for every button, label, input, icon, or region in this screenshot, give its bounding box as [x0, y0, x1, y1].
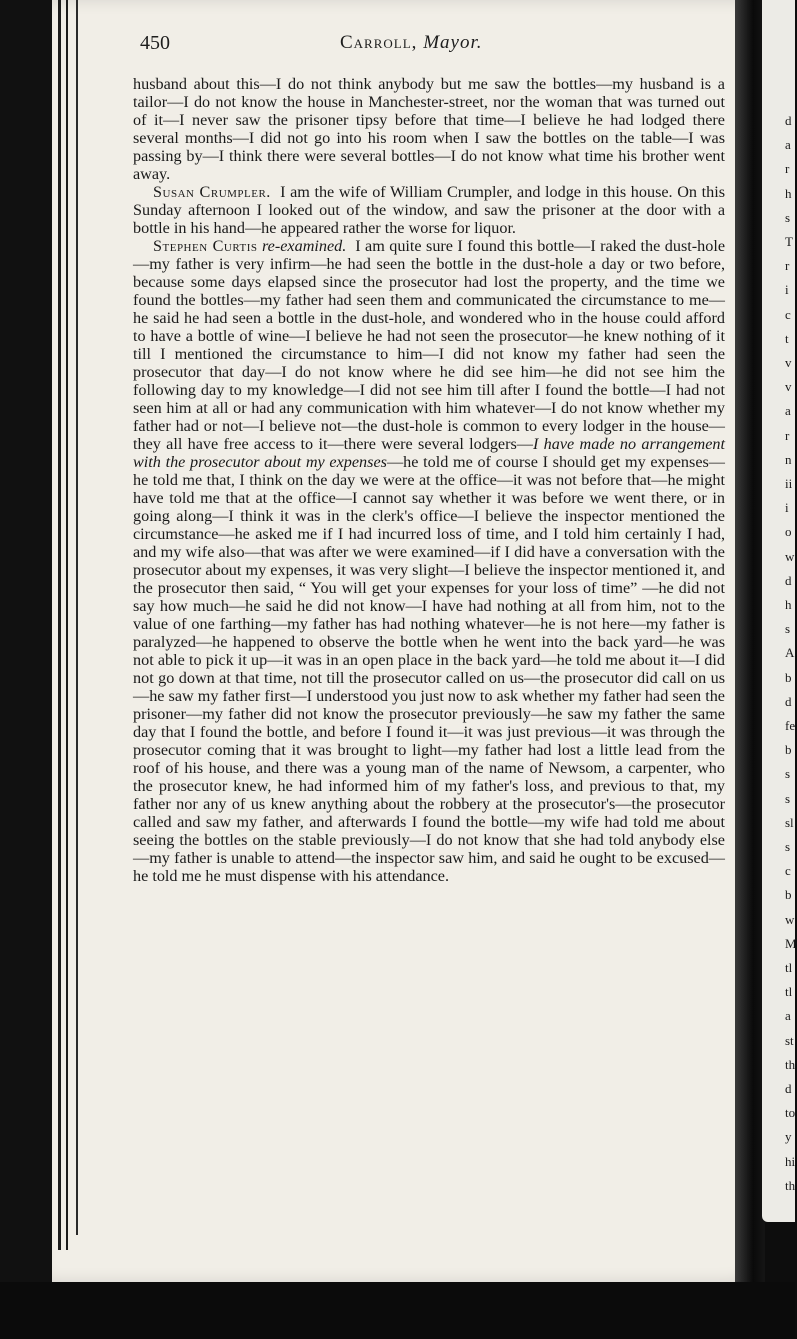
testimony-text-italic: I have made no arrangement with the prosecutor about my expenses: [133, 435, 725, 471]
facing-page-fragment: a: [785, 1008, 791, 1024]
facing-page-fragment: s: [785, 839, 791, 854]
facing-page-fragment: ii: [785, 476, 793, 491]
facing-page-fragment: b: [785, 742, 792, 758]
facing-page-fragment: s: [785, 790, 791, 806]
facing-page-fragment: A: [785, 645, 795, 661]
facing-page-fragment: b: [785, 669, 792, 685]
gutter-shadow-line: [66, 0, 68, 1250]
facing-page-fragment: d: [785, 693, 792, 709]
testimony-text: I am quite sure I found this bottle—I raked the dust-hole—my father is very infirm—he had seen the bottle in the dust-hole a day or two before, because some days elapsed since the prosecutor had lost the property, and the time we found the bottles—my father had seen them and communicated the circumstance to me—he said he had seen a bottle in the dust-hole, and wondered who in the house could afford to have a bottle of wine—I believe he had not seen the prosecutor—he knew nothing of it till I mentioned the circumstance to him—I did not know my father had seen the prosecutor that day—I do not know where he did see him—he did not see him the following day to my knowledge—I did not see him till after I found the bottle—I had not seen him at all or had any communication with him whatever—I do not know whether my father had or not—I believe not—the dust-hole is common to every lodger in the house—they all have free access to it—there were several lodgers—: [133, 237, 725, 453]
facing-page-fragment: c: [785, 863, 791, 879]
facing-page-fragment: v: [785, 355, 792, 370]
running-title-name: Carroll,: [340, 32, 418, 53]
running-title-office: Mayor.: [423, 32, 483, 53]
facing-page-fragment: tl: [785, 960, 793, 975]
facing-page-fragment: n: [785, 451, 792, 467]
facing-page-fragment: r: [785, 258, 790, 274]
scan-bottom-border: [0, 1282, 795, 1339]
facing-page-fragment: T: [785, 234, 793, 249]
facing-page-fragment: fe: [785, 718, 796, 733]
testimony-paragraph: [133, 183, 725, 237]
facing-page-fragment: st: [785, 1032, 794, 1048]
facing-page-fragment: w: [785, 548, 795, 564]
facing-page-fragment: i: [785, 282, 789, 298]
facing-page-fragment: w: [785, 911, 795, 927]
facing-page-fragment: d: [785, 113, 792, 128]
facing-page-fragment: v: [785, 379, 792, 395]
facing-page-fragment: r: [785, 161, 790, 177]
page-number: 450: [140, 32, 170, 54]
facing-page-fragment: h: [785, 185, 792, 201]
testimony-text: I am the wife of William Crumpler, and lodge in this house. On this Sunday afternoon I looked out of the window, and saw the prisoner at the door with a bottle in his hand—he appeared rather the worse for liquor.: [133, 183, 725, 237]
facing-page-fragment: c: [785, 306, 791, 322]
speaker-name: Stephen Curtis: [153, 237, 258, 255]
page-header: [140, 32, 720, 62]
facing-page-fragment: s: [785, 209, 791, 225]
facing-page-fragment: b: [785, 887, 792, 903]
facing-page-fragment: y: [785, 1129, 792, 1145]
facing-page-fragment: hi: [785, 1153, 796, 1169]
speaker-note: re-examined.: [261, 237, 347, 255]
facing-page-fragment: d: [785, 572, 792, 588]
facing-page-fragment: tl: [785, 984, 793, 1000]
facing-page-fragment: s: [785, 766, 791, 782]
facing-page-fragment: r: [785, 427, 790, 443]
facing-page-fragment: a: [785, 137, 791, 153]
gutter-shadow-line: [76, 0, 78, 1235]
facing-page-fragment: d: [785, 1081, 792, 1096]
testimony-paragraph: husband about this—I do not think anybody but me saw the bottles—my husband is a tailor—I do not know the house in Manchester-street, nor the woman that was turned out of it—I never saw the prisoner tipsy before that time—I believe he had lodged there several months—I did not go into his room when I saw the bottles on the table—I was passing by—I think there were several bottles—I do not know what time his brother went away.: [133, 75, 725, 183]
facing-page-fragment: o: [785, 524, 792, 540]
facing-page-fragment: a: [785, 403, 791, 419]
testimony-text: —he told me of course I should get my expenses—he told me that, I think on the day we were at the office—it was not before that—he might have told me that at the office—I cannot say whether it was before we went there, or in going along—I think it was in the clerk's office—I believe the inspector mentioned the circumstance—he asked me if I had incurred loss of time, and I told him certainly I had, and my wife also—that was after we were examined—if I did have a conversation with the prosecutor about my expenses, it was very slight—I believe the inspector mentioned it, and the prosecutor then said, “ You will get your expenses for your loss of time” —he did not say how much—he said he did not know—I have had nothing at all from him, not to the value of one farthing—my father has had nothing whatever—he is not here—my father is paralyzed—he happened to observe the bottle when he went into the back yard—he was not able to pick it up—it was in an open place in the back yard—he told me about it—I did not go down at that time, not till the prosecutor called on us—the prosecutor did call on us—he saw my father first—I understood you just now to ask whether my father had seen the prisoner—my father did not know the prosecutor previously—he saw my father the same day that I found the bottle, and before I found it—it was just previous—it was through the prosecutor coming that it was brought to light—my father had lost a little lead from the roof of his house, and there was a young man of the name of Newsom, a carpenter, who the prosecutor knew, he had informed him of my father's loss, and previous to that, my father nor any of us knew anything about the robbery at the prosecutor's—the prosecutor called and saw my father, and afterwards I found the bottle—my wife had told me about seeing the bottles on the stable previously—I do not know that she had told anybody else—my father is unable to attend—the inspector saw him, and said he ought to be excused—he told me he must dispense with his attendance.: [133, 453, 725, 885]
facing-page-fragment: t: [785, 330, 789, 346]
facing-page-fragment: th: [785, 1177, 796, 1193]
book-spine-shadow: [735, 0, 765, 1339]
facing-page-fragment: sl: [785, 814, 794, 830]
facing-page-fragment: th: [785, 1056, 796, 1072]
facing-page-fragment: s: [785, 621, 791, 637]
page-body: [133, 75, 725, 885]
running-title: [340, 32, 483, 54]
facing-page-fragment: h: [785, 597, 792, 612]
facing-page-fragment: i: [785, 500, 789, 516]
facing-page-fragment: to: [785, 1105, 796, 1121]
testimony-paragraph: [133, 237, 725, 885]
speaker-name: Susan Crumpler.: [153, 183, 271, 201]
facing-page-fragment: M: [785, 935, 797, 951]
gutter-shadow-line: [58, 0, 61, 1250]
